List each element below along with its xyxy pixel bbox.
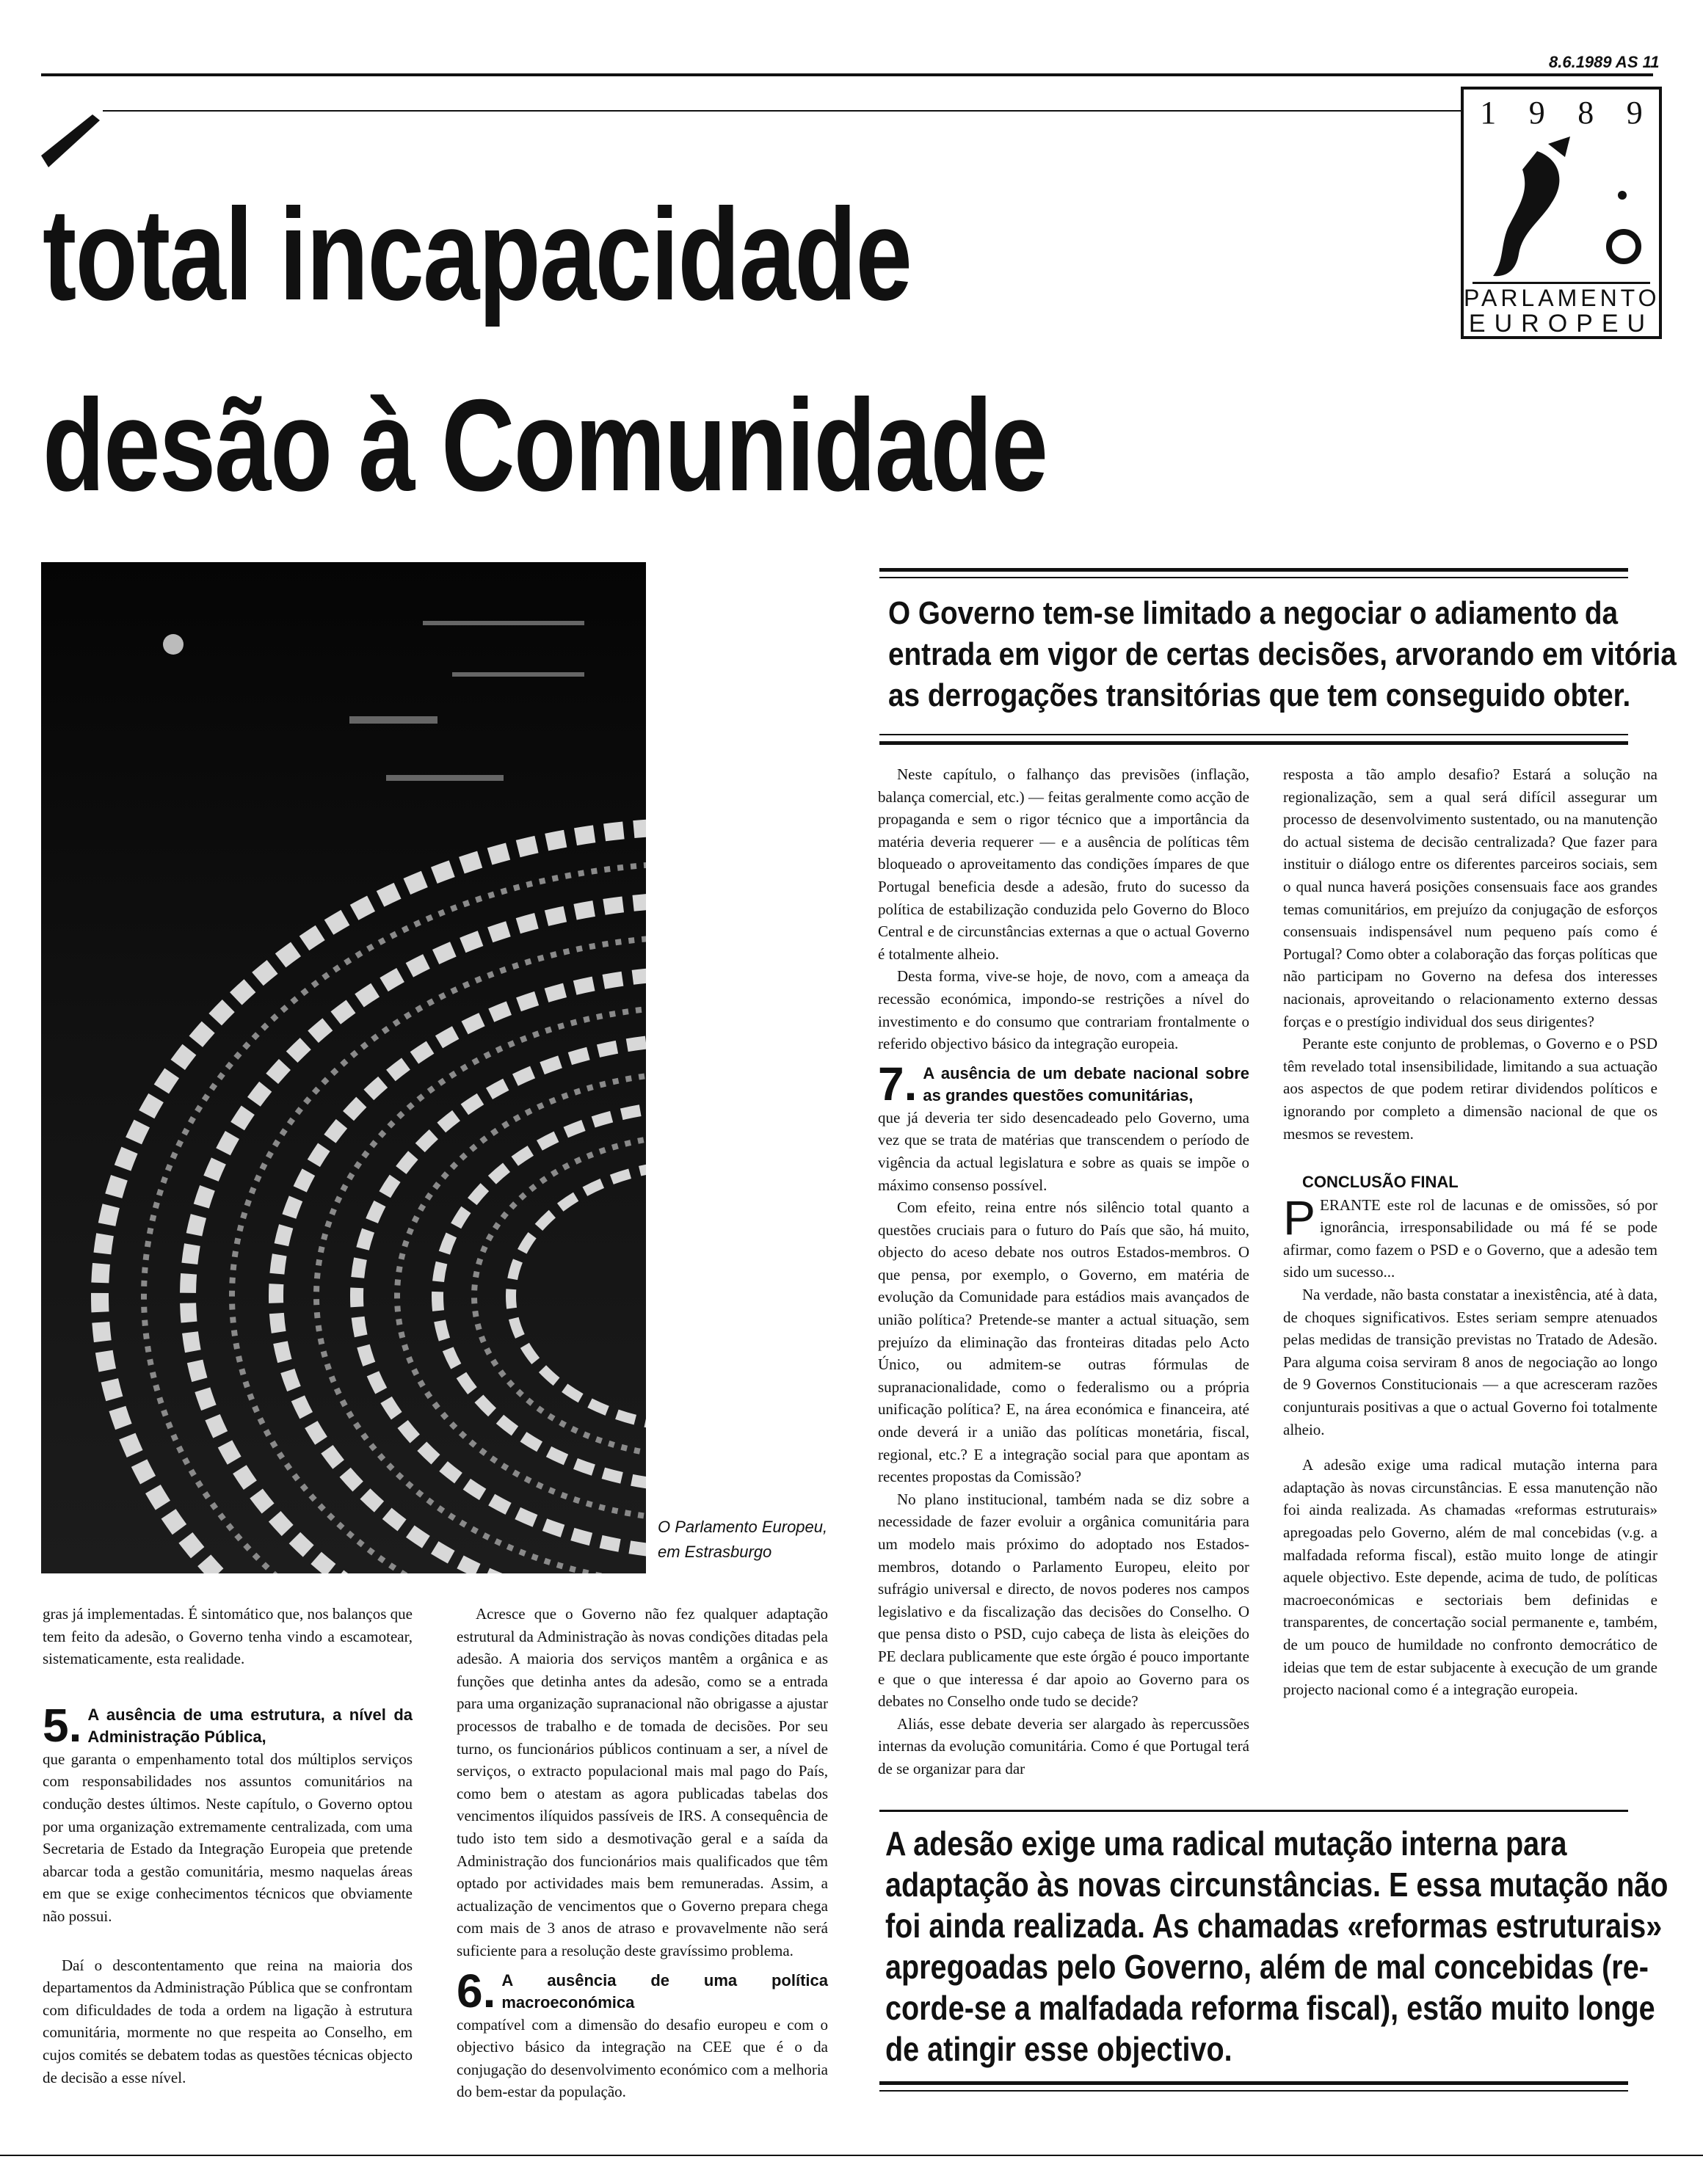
- logo-year-digit: 1: [1480, 95, 1497, 131]
- paragraph: Daí o descontentamento que reina na maioria dos departamentos da Administração Pública que se confrontam com dificuldades de toda a ordem na ligação à estrutura comunitária, mormente no que respeita ao Conselho, em cujos comités se debatem todas as questões técnicas objecto de decisão a esse nível.: [43, 1956, 413, 2086]
- paragraph: Na verdade, não basta constatar a inexistência, até à data, de choques significativos. Estes seriam sempre atenuados pelas medidas de transição previstas no Tratado de Adesão. Para alguma coisa serviram 8 anos de negociação ao longo de 9 Governos Constitucionais — a que acresceram razões conjunturais positivas a que o actual Governo foi totalmente alheio.: [1283, 1286, 1657, 1438]
- article-column-3: [878, 763, 1249, 1780]
- logo-year: [1464, 94, 1659, 131]
- logo-word-europeu: EUROPEU: [1468, 310, 1655, 338]
- article-column-2: [457, 1603, 828, 2103]
- paragraph-dropcap: [1283, 1190, 1657, 1284]
- paragraph: Com efeito, reina entre nós silêncio total quanto a questões cruciais para o futuro do País que são, há muito, objecto do aceso debate nos outros Estados-membros. O que pensa, por exemplo, o Governo, em matéria de evolução da Comunidade para estádios mais avançados de união política? Pretende-se manter a actual situação, sem prejuízo da eliminação das fronteiras ditadas pelo Acto Único, ou admitem-se outras fórmulas de supranacionalidade, como o federalismo ou a própria unificação política? E, na área económica e financeira, até onde deverá ir a união das políticas monetária, fiscal, regional, etc.? E a integração social para que apontam as recentes propostas da Comissão?: [878, 1198, 1249, 1486]
- pullquote-line: de atingir esse objectivo.: [885, 2030, 1232, 2068]
- headline-line-1: total incapacidade: [43, 181, 912, 327]
- parlamento-europeu-logo: [1461, 87, 1662, 339]
- logo-emblem-icon: [1478, 136, 1644, 283]
- paragraph: Acresce que o Governo não fez qualquer adaptação estrutural da Administração às novas condições ditadas pela adesão. A maioria dos serviços mantêm a orgânica e as funções que detinha antes da adesão, como se a entrada para uma organização supranacional não obrigasse a ajustar processos de trabalho e de tomada de decisões. Por seu turno, os funcionários públicos continuam a ser, a nível de serviços, o extracto populacional mais mal pago do País, como bem o atestam as agora publicadas tabelas dos vencimentos ilíquidos passíveis de IRS. A consequência de tudo isto tem sido a desmotivação geral e a saída da Administração dos funcionários mais qualificados que têm optado por actividades mais bem remuneradas. Assim, a actualização de vencimentos que o Governo prepara chega com mais de 3 anos de atraso e provavelmente não será suficiente para a resolução deste gravíssimo problema.: [457, 1605, 828, 1959]
- section-title: A ausência de um debate nacional sobre as grandes questões comunitárias,: [923, 1063, 1249, 1104]
- pullquote-line: foi ainda realizada. As chamadas «reformas estruturais»: [885, 1907, 1663, 1945]
- pullquote-line: adaptação às novas circunstâncias. E essa mutação não: [885, 1866, 1668, 1904]
- paragraph-text: este rol de lacunas e de omissões, só por ignorância, irresponsabilidade ou má fé se pode afirmar, como fazem o PSD e o Governo, que a adesão tem sido um sucesso...: [1283, 1195, 1657, 1281]
- pullquote-line: A adesão exige uma radical mutação interna para: [885, 1824, 1567, 1863]
- paragraph: gras já implementadas. É sintomático que, nos balanços que tem feito da adesão, o Governo tenha vindo a escamotear, sistematicamente, esta realidade.: [43, 1605, 413, 1668]
- deck-rule-bottom: [879, 734, 1628, 735]
- header-rule: [41, 73, 1653, 76]
- headline-line-2: desão à Comunidade: [43, 372, 1047, 518]
- article-column-4: [1283, 763, 1657, 1701]
- paragraph: Perante este conjunto de problemas, o Governo e o PSD têm revelado total insensibilidade, limitando a sua actuação aos aspectos de que podem retirar dividendos políticos e ignorando por completo a dimensão nacional de que os mesmos se revestem.: [1283, 1035, 1657, 1143]
- parliament-photo: [41, 562, 646, 1573]
- section-number: 7.: [878, 1057, 918, 1110]
- lead-word: ERANTE: [1320, 1195, 1381, 1214]
- article-column-1: [43, 1603, 413, 2089]
- deck-rule-top-thin: [879, 577, 1628, 578]
- pullquote-rule-bottom-thin: [879, 2090, 1628, 2092]
- paragraph: Aliás, esse debate deveria ser alargado às repercussões internas da evolução comunitária. Como é que Portugal terá de se organizar para dar: [878, 1714, 1249, 1777]
- pull-quote: [885, 1823, 1668, 2070]
- paragraph: que garanta o empenhamento total dos múltiplos serviços com responsabilidades nos assuntos comunitários na condução destes últimos. Neste capítulo, o Governo optou por uma organização extremamente centralizada, com uma Secretaria de Estado da Integração Europeia que pretende abarcar toda a gestão comunitária, mesmo naquelas áreas em que se exige conhecimentos técnicos que obviamente não possui.: [43, 1750, 413, 1925]
- section-number: 6.: [457, 1964, 496, 2017]
- paragraph: A adesão exige uma radical mutação interna para adaptação às novas circunstâncias. E essa manutenção não foi ainda realizada. As chamadas «reformas estruturais» apregoadas pelo Governo, além de mal concebidas (v.g. a malfadada reforma fiscal), estão muito longe de atingir aquele objectivo. Este depende, acima de tudo, de políticas macroeconómicas e sectoriais bem definidas e transparentes, de concertação social permanente e, também, de um pouco de humildade no confronto democrático de ideias que tem de estar subjacente à execução de um grande projecto nacional como é a integração europeia.: [1283, 1456, 1657, 1699]
- deck-line: O Governo tem-se limitado a negociar o adiamento da: [888, 595, 1619, 631]
- section-5-heading: [43, 1698, 413, 1752]
- photo-caption-line: em Estrasburgo: [658, 1543, 772, 1561]
- header-date: 8.6.1989 AS 11: [1549, 53, 1660, 71]
- page-bottom-rule: [0, 2155, 1703, 2156]
- drop-cap: P: [1283, 1190, 1316, 1245]
- logo-year-digit: 8: [1577, 95, 1594, 131]
- deck-rule-bottom-thick: [879, 741, 1628, 745]
- pullquote-rule-bottom: [879, 2081, 1628, 2085]
- corner-slash-mark: [41, 110, 100, 169]
- logo-word-parlamento: PARLAMENTO: [1464, 285, 1660, 311]
- section-number: 5.: [43, 1698, 82, 1752]
- paragraph: que já deveria ter sido desencadeado pelo Governo, uma vez que se trata de matérias que transcendem o período de vigência da actual legislatura e sobre as quais se impõe o máximo consenso possível.: [878, 1108, 1249, 1194]
- deck-rule-top: [879, 568, 1628, 572]
- photo-caption-line: O Parlamento Europeu,: [658, 1518, 828, 1536]
- logo-year-digit: 9: [1626, 95, 1643, 131]
- pullquote-rule-top: [879, 1810, 1628, 1812]
- section-6-heading: [457, 1964, 828, 2017]
- parliament-hemicycle-image: [41, 562, 646, 1573]
- header-rule-thin: [103, 110, 1462, 112]
- section-title: A ausência de uma política macroeconómica: [501, 1970, 828, 2012]
- section-title: A ausência de uma estrutura, a nível da Administração Pública,: [87, 1705, 413, 1746]
- deck-line: entrada em vigor de certas decisões, arvorando em vitória: [888, 636, 1677, 672]
- paragraph: Neste capítulo, o falhanço das previsões (inflação, balança comercial, etc.) — feitas geralmente como acção de propaganda e sem o rigor técnico que a importância da matéria deveria requerer — e a ausência de políticas têm bloqueado o aproveitamento das condições ímpares de que Portugal beneficia desde a adesão, fruto do sucesso da política de estabilização conduzida pelo Governo do Bloco Central e de circunstâncias externas a que o actual Governo é totalmente alheio.: [878, 765, 1249, 963]
- logo-year-digit: 9: [1528, 95, 1545, 131]
- paragraph: No plano institucional, também nada se diz sobre a necessidade de fazer evoluir a orgânica comunitária para um modelo mais próximo do adoptado nos Estados-membros, dotando o Parlamento Europeu, eleito por sufrágio universal e directo, de novos poderes nos campos legislativo e da fiscalização das decisões do Conselho. O que pensa disto o PSD, cujo cabeça de lista às eleições do PE declara publicamente que este órgão é pouco importante e que o que interessa é dar apoio ao Governo para os debates no Conselho onde tudo se decide?: [878, 1490, 1249, 1711]
- logo-rule: [1473, 282, 1650, 284]
- pullquote-line: corde-se a malfadada reforma fiscal), estão muito longe: [885, 1989, 1655, 2027]
- pullquote-line: apregoadas pelo Governo, além de mal concebidas (re-: [885, 1948, 1649, 1986]
- deck-line: as derrogações transitórias que tem conseguido obter.: [888, 677, 1631, 713]
- conclusion-heading: CONCLUSÃO FINAL: [1302, 1173, 1459, 1192]
- paragraph: resposta a tão amplo desafio? Estará a solução na regionalização, sem a qual será difícil assegurar um processo de desenvolvimento sustentado, ou na manutenção do actual sistema de decisão centralizada? Que fazer para instituir o diálogo entre os diferentes parceiros sociais, sem o qual nunca haverá posições consensuais face aos grandes temas comunitários, em prejuízo da conjugação de esforços consensuais indispensável num pequeno país como é Portugal? Como obter a colaboração das forças políticas que não participam no Governo na defesa dos interesses nacionais, aproveitando o relacionamento externo dessas forças e o prestígio individual dos seus dirigentes?: [1283, 765, 1657, 1030]
- paragraph: compatível com a dimensão do desafio europeu e com o objectivo básico da integração na CEE que é o da conjugação do desenvolvimento económico com a melhoria do bem-estar da população.: [457, 2015, 828, 2101]
- photo-caption: [658, 1515, 834, 1565]
- section-7-heading: [878, 1057, 1249, 1110]
- paragraph: Desta forma, vive-se hoje, de novo, com a ameaça da recessão económica, impondo-se restrições a nível do investimento e do consumo que contrariam frontalmente o referido objectivo básico da integração europeia.: [878, 967, 1249, 1053]
- article-deck: [888, 593, 1677, 716]
